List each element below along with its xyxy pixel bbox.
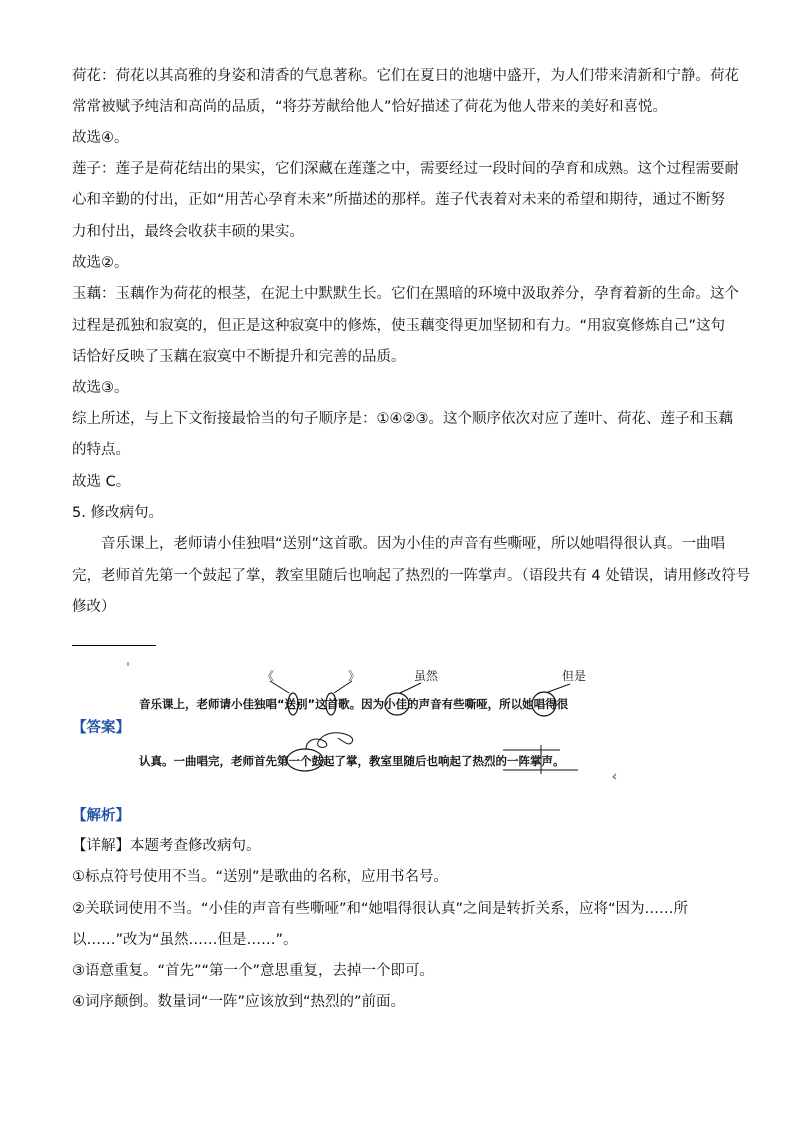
answer-text-line-2: 认真。一曲唱完，老师首先第一个鼓起了掌，教室里随后也响起了热烈的一阵掌声。 — [139, 754, 565, 768]
answer-mark-danshi: 但是 — [562, 669, 587, 683]
analysis-label: 【解析】 — [72, 808, 130, 824]
question-5-line-c: 修改） — [72, 599, 116, 615]
circle-yinwei — [385, 693, 409, 715]
line-p1b: 常常被赋予纯洁和高尚的品质，“将芬芳献给他人”恰好描述了荷花为他人带来的美好和喜悦。 — [72, 99, 668, 115]
analysis-line-5: ③语意重复。“首先”“第一个”意思重复，去掉一个即可。 — [72, 963, 435, 979]
line-to-danshi — [548, 684, 570, 692]
line-p3d: 故选③。 — [72, 380, 129, 396]
question-5-title: 5. 修改病句。 — [72, 505, 163, 521]
line-p2a: 莲子：莲子是荷花结出的果实，它们深藏在莲蓬之中，需要经过一段时间的孕育和成熟。这个过程需要耐 — [72, 161, 739, 177]
question-5-line-b: 完，老师首先第一个鼓起了掌，教室里随后也响起了热烈的一阵掌声。（语段共有 4 处错误，请用修改符号 — [72, 568, 751, 584]
line-p1a: 荷花：荷花以其高雅的身姿和清香的气息著称。它们在夏日的池塘中盛开，为人们带来清新和宁静。荷花 — [72, 68, 739, 84]
analysis-line-3: ②关联词使用不当。“小佳的声音有些嘶哑”和“她唱得很认真”之间是转折关系，应将“因为……所 — [72, 901, 689, 917]
analysis-line-6: ④词序颠倒。数量词“一阵”应该放到“热烈的”前面。 — [72, 994, 406, 1010]
answer-label: 【答案】 — [72, 720, 130, 736]
circle-left-quote — [288, 693, 298, 715]
line-to-suiran — [400, 683, 421, 693]
circle-suoyi — [532, 692, 556, 716]
line-p3a: 玉藕：玉藕作为荷花的根茎，在泥土中默默生长。它们在黑暗的环境中汲取养分，孕育着新的生命。这个 — [72, 286, 739, 302]
answer-mark-right-book: 》 — [348, 669, 361, 683]
analysis-line-1: 【详解】本题考查修改病句。 — [72, 838, 261, 854]
line-p4b: 的特点。 — [72, 442, 130, 458]
circle-right-quote — [326, 693, 336, 715]
line-p4a: 综上所述，与上下文衔接最恰当的句子顺序是：①④②③。这个顺序依次对应了莲叶、荷花、莲子和玉藕 — [72, 411, 733, 427]
deletion-loop — [306, 733, 353, 749]
line-p2c: 力和付出，最终会收获丰硕的果实。 — [72, 224, 304, 240]
analysis-line-4: 以……”改为“虽然……但是……”。 — [72, 932, 298, 948]
line-p2b: 心和辛勤的付出，正如“用苦心孕育未来”所描述的那样。莲子代表着对未来的希望和期待，通过不断努 — [72, 192, 726, 208]
line-p3b: 过程是孤独和寂寞的，但正是这种寂寞中的修炼，使玉藕变得更加坚韧和有力。“用寂寞修炼自己”这句 — [72, 318, 726, 334]
caret-left-book — [270, 681, 289, 693]
answer-mark-suiran: 虽然 — [414, 669, 439, 683]
line-p4c: 故选 C。 — [72, 474, 131, 490]
analysis-line-2: ①标点符号使用不当。“送别”是歌曲的名称，应用书名号。 — [72, 869, 449, 885]
answer-text-line-1: 音乐课上，老师请小佳独唱“送别”这首歌。因为小佳的声音有些嘶哑，所以她唱得很 — [139, 697, 569, 711]
answer-mark-left-book: 《 — [262, 669, 275, 683]
line-p1c: 故选④。 — [72, 130, 129, 146]
question-5-line-a: 音乐课上，老师请小佳独唱“送别”这首歌。因为小佳的声音有些嘶哑，所以她唱得很认真。一曲唱 — [72, 536, 726, 552]
circle-diyige — [287, 749, 323, 771]
line-p2d: 故选②。 — [72, 255, 129, 271]
stray-mark-right — [613, 774, 616, 779]
line-p3c: 话恰好反映了玉藕在寂寞中不断提升和完善的品质。 — [72, 349, 406, 365]
caret-right-book — [334, 681, 352, 693]
